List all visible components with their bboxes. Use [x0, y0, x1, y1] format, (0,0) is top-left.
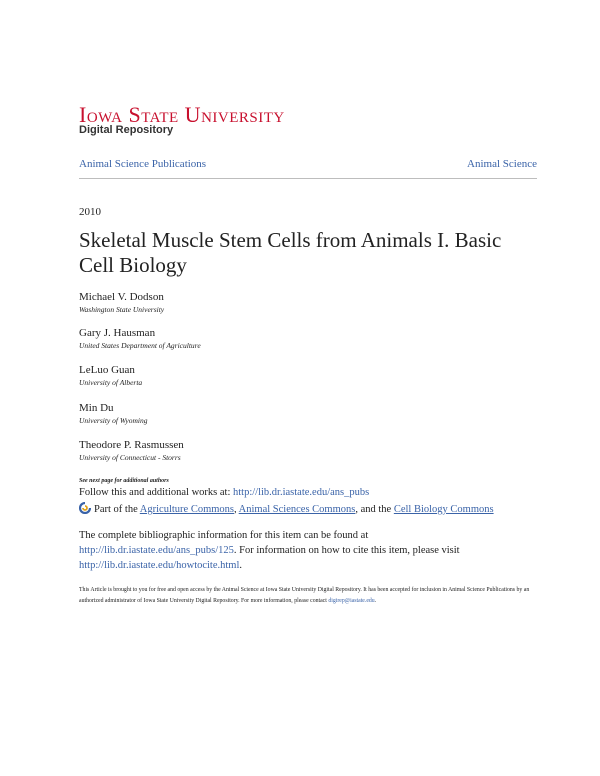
- animal-science-publications-link[interactable]: Animal Science Publications: [79, 158, 207, 170]
- notice-end: .: [374, 598, 377, 604]
- author-affiliation: United States Department of Agriculture: [79, 341, 201, 350]
- header-divider: [79, 178, 537, 179]
- cell-biology-commons-link[interactable]: Cell Biology Commons: [393, 504, 494, 515]
- repository-notice: [79, 585, 534, 607]
- digital-repository-subtitle: Digital Repository: [79, 124, 174, 136]
- paper-title: Skeletal Muscle Stem Cells from Animals I. Basic Cell Biology: [79, 228, 502, 277]
- separator: , and the: [355, 504, 394, 515]
- citation-text: The complete bibliographic information for this item can be found at: [79, 530, 369, 541]
- part-of-line: [94, 502, 494, 517]
- part-of-prefix: Part of the: [94, 504, 140, 515]
- isu-logo-wordmark: Iowa State University: [79, 102, 285, 127]
- contact-email-link[interactable]: digirep@iastate.edu: [328, 598, 375, 604]
- bepress-commons-icon: [79, 502, 91, 514]
- notice-text: This Article is brought to you for free and open access by the Animal Science at Iowa State University Digital Repository. It has been accepted for inclusion in Animal Science Publications by an authorized administrator of Iowa State University Digital Repository. For more information, please contact: [79, 587, 530, 604]
- separator: ,: [234, 504, 239, 515]
- author-affiliation: University of Alberta: [79, 378, 143, 387]
- author-affiliation: Washington State University: [79, 305, 165, 314]
- item-link[interactable]: http://lib.dr.iastate.edu/ans_pubs/125: [79, 545, 234, 556]
- author-name: LeLuo Guan: [79, 364, 135, 376]
- animal-science-link[interactable]: Animal Science: [467, 158, 537, 170]
- author-affiliation: University of Wyoming: [79, 416, 148, 425]
- author-affiliation: University of Connecticut - Storrs: [79, 453, 181, 462]
- publication-year: 2010: [79, 206, 101, 218]
- agriculture-commons-link[interactable]: Agriculture Commons: [139, 504, 234, 515]
- follow-text: Follow this and additional works at:: [79, 487, 233, 498]
- citation-end: .: [239, 560, 243, 571]
- citation-text: . For information on how to cite this item, please visit: [233, 545, 460, 556]
- howtocite-link[interactable]: http://lib.dr.iastate.edu/howtocite.html: [79, 560, 240, 571]
- citation-paragraph: [79, 528, 519, 573]
- author-name: Theodore P. Rasmussen: [79, 439, 184, 451]
- author-name: Michael V. Dodson: [79, 291, 164, 303]
- author-name: Gary J. Hausman: [79, 327, 156, 339]
- ans-pubs-link[interactable]: http://lib.dr.iastate.edu/ans_pubs: [233, 487, 370, 498]
- author-name: Min Du: [79, 402, 114, 414]
- animal-sciences-commons-link[interactable]: Animal Sciences Commons: [238, 504, 356, 515]
- see-next-page-note: See next page for additional authors: [79, 478, 169, 484]
- follow-line: [79, 485, 369, 500]
